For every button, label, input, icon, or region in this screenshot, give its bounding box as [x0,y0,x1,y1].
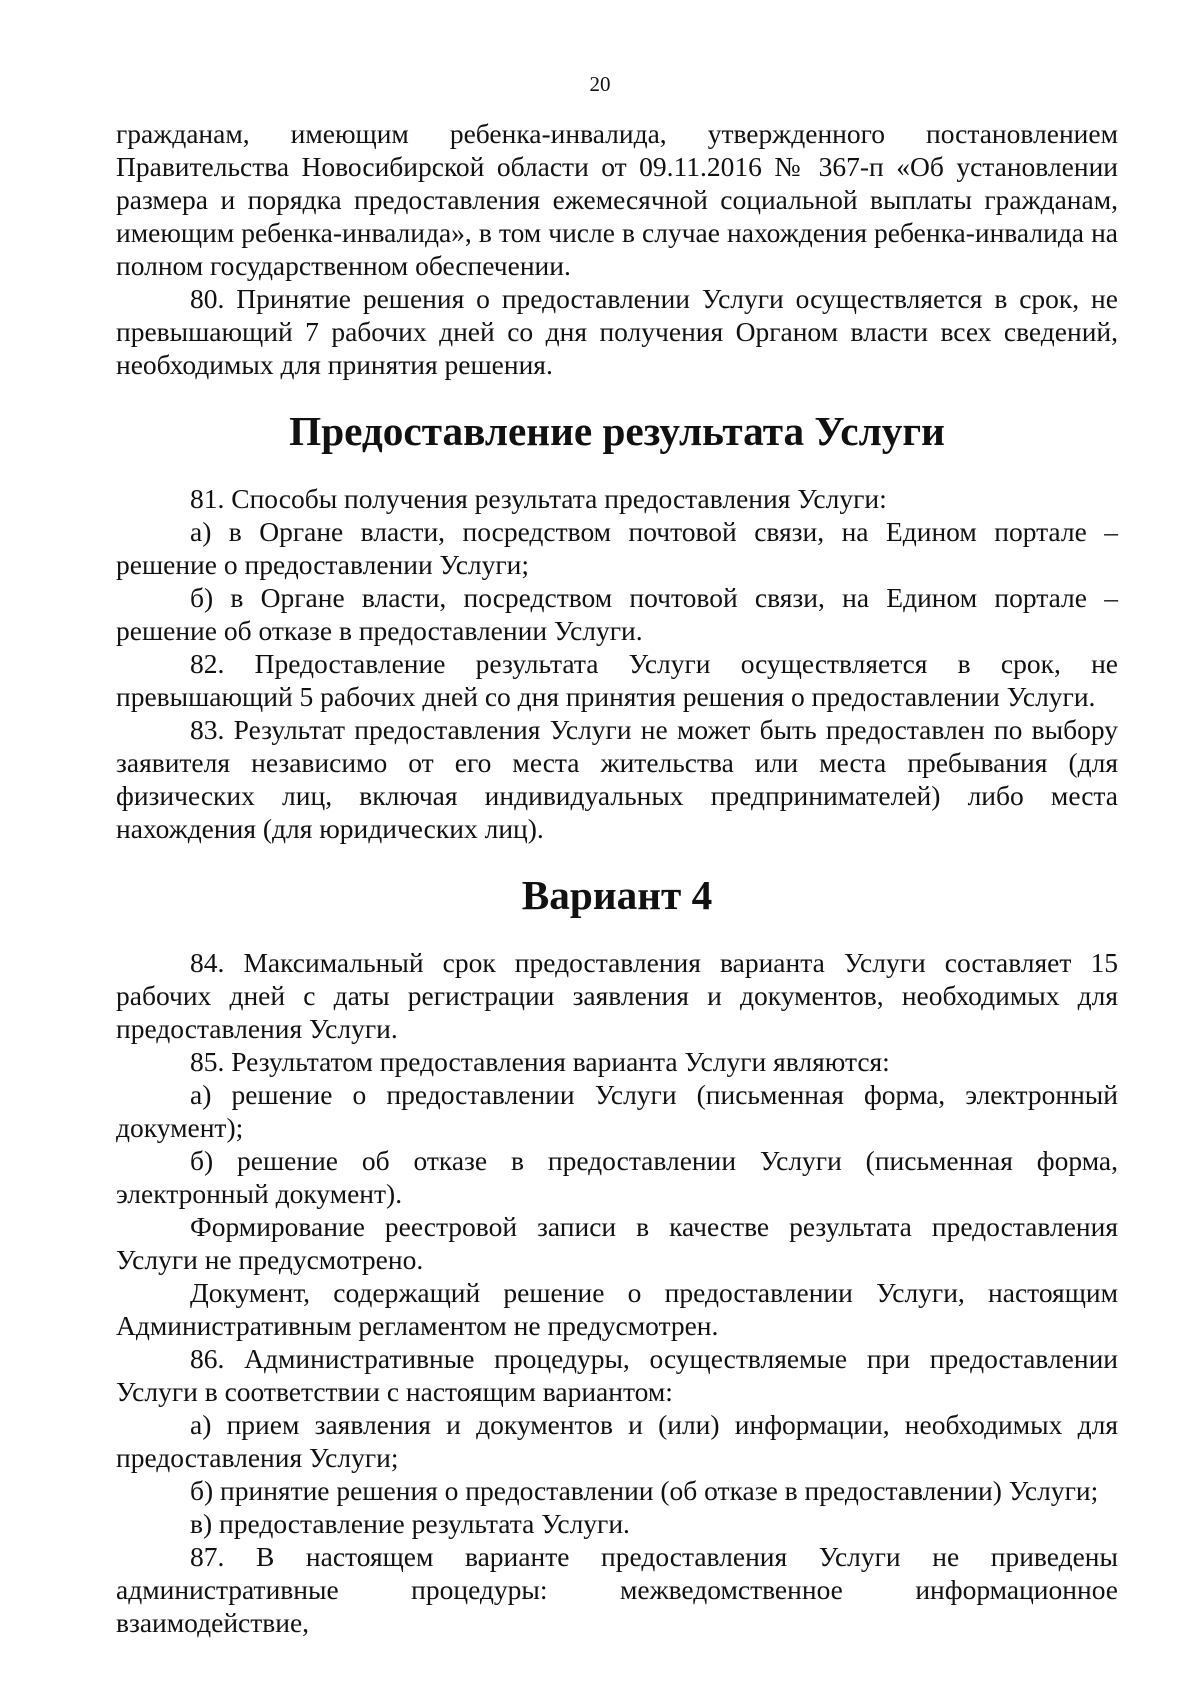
paragraph-85: 85. Результатом предоставления варианта Услуги являются: [190,1046,890,1077]
paragraph-81: 81. Способы получения результата предоставления Услуги: [190,483,887,514]
paragraph-86-b: б) принятие решения о предоставлении (об отказе в предоставлении) Услуги; [190,1475,1099,1506]
paragraph-86-a: а) прием заявления и документов и (или) информации, необходимых для предоставления Услуги; [116,1409,1118,1473]
document-body [116,117,1118,1639]
page-number: 20 [589,72,611,96]
paragraph-continuation: гражданам, имеющим ребенка-инвалида, утвержденного постановлением Правительства Новосибирской области от 09.11.2016 № 367-п «Об установлении размера и порядка предоставления ежемесячной социальной выплаты гражданам, имеющим ребенка-инвалида», в том числе в случае нахождения ребенка-инвалида на полном государственном обеспечении. [116,118,1118,281]
paragraph-82: 82. Предоставление результата Услуги осуществляется в срок, не превышающий 5 рабочих дней со дня принятия решения о предоставлении Услуги. [116,648,1118,712]
section-heading-result: Предоставление результата Услуги [289,408,945,454]
paragraph-83: 83. Результат предоставления Услуги не может быть предоставлен по выбору заявителя независимо от его места жительства или места пребывания (для физических лиц, включая индивидуальных предпринимателей) либо места нахождения (для юридических лиц). [116,714,1118,844]
paragraph-81-a: а) в Органе власти, посредством почтовой связи, на Едином портале – решение о предоставлении Услуги; [116,516,1118,580]
paragraph-document-note: Документ, содержащий решение о предоставлении Услуги, настоящим Административным регламентом не предусмотрен. [116,1277,1118,1341]
paragraph-85-b: б) решение об отказе в предоставлении Услуги (письменная форма, электронный документ). [116,1145,1118,1209]
paragraph-81-b: б) в Органе власти, посредством почтовой связи, на Едином портале – решение об отказе в предоставлении Услуги. [116,582,1118,646]
paragraph-80: 80. Принятие решения о предоставлении Услуги осуществляется в срок, не превышающий 7 рабочих дней со дня получения Органом власти всех сведений, необходимых для принятия решения. [116,283,1118,380]
paragraph-86: 86. Административные процедуры, осуществляемые при предоставлении Услуги в соответствии с настоящим вариантом: [116,1343,1118,1407]
paragraph-84: 84. Максимальный срок предоставления варианта Услуги составляет 15 рабочих дней с даты регистрации заявления и документов, необходимых для предоставления Услуги. [116,947,1118,1044]
paragraph-85-a: а) решение о предоставлении Услуги (письменная форма, электронный документ); [116,1079,1118,1143]
paragraph-86-c: в) предоставление результата Услуги. [190,1508,630,1539]
paragraph-registry-note: Формирование реестровой записи в качестве результата предоставления Услуги не предусмотрено. [116,1211,1118,1275]
section-heading-variant: Вариант 4 [521,872,713,918]
paragraph-87: 87. В настоящем варианте предоставления Услуги не приведены административные процедуры: межведомственное информационное взаимодействие, [116,1541,1118,1638]
